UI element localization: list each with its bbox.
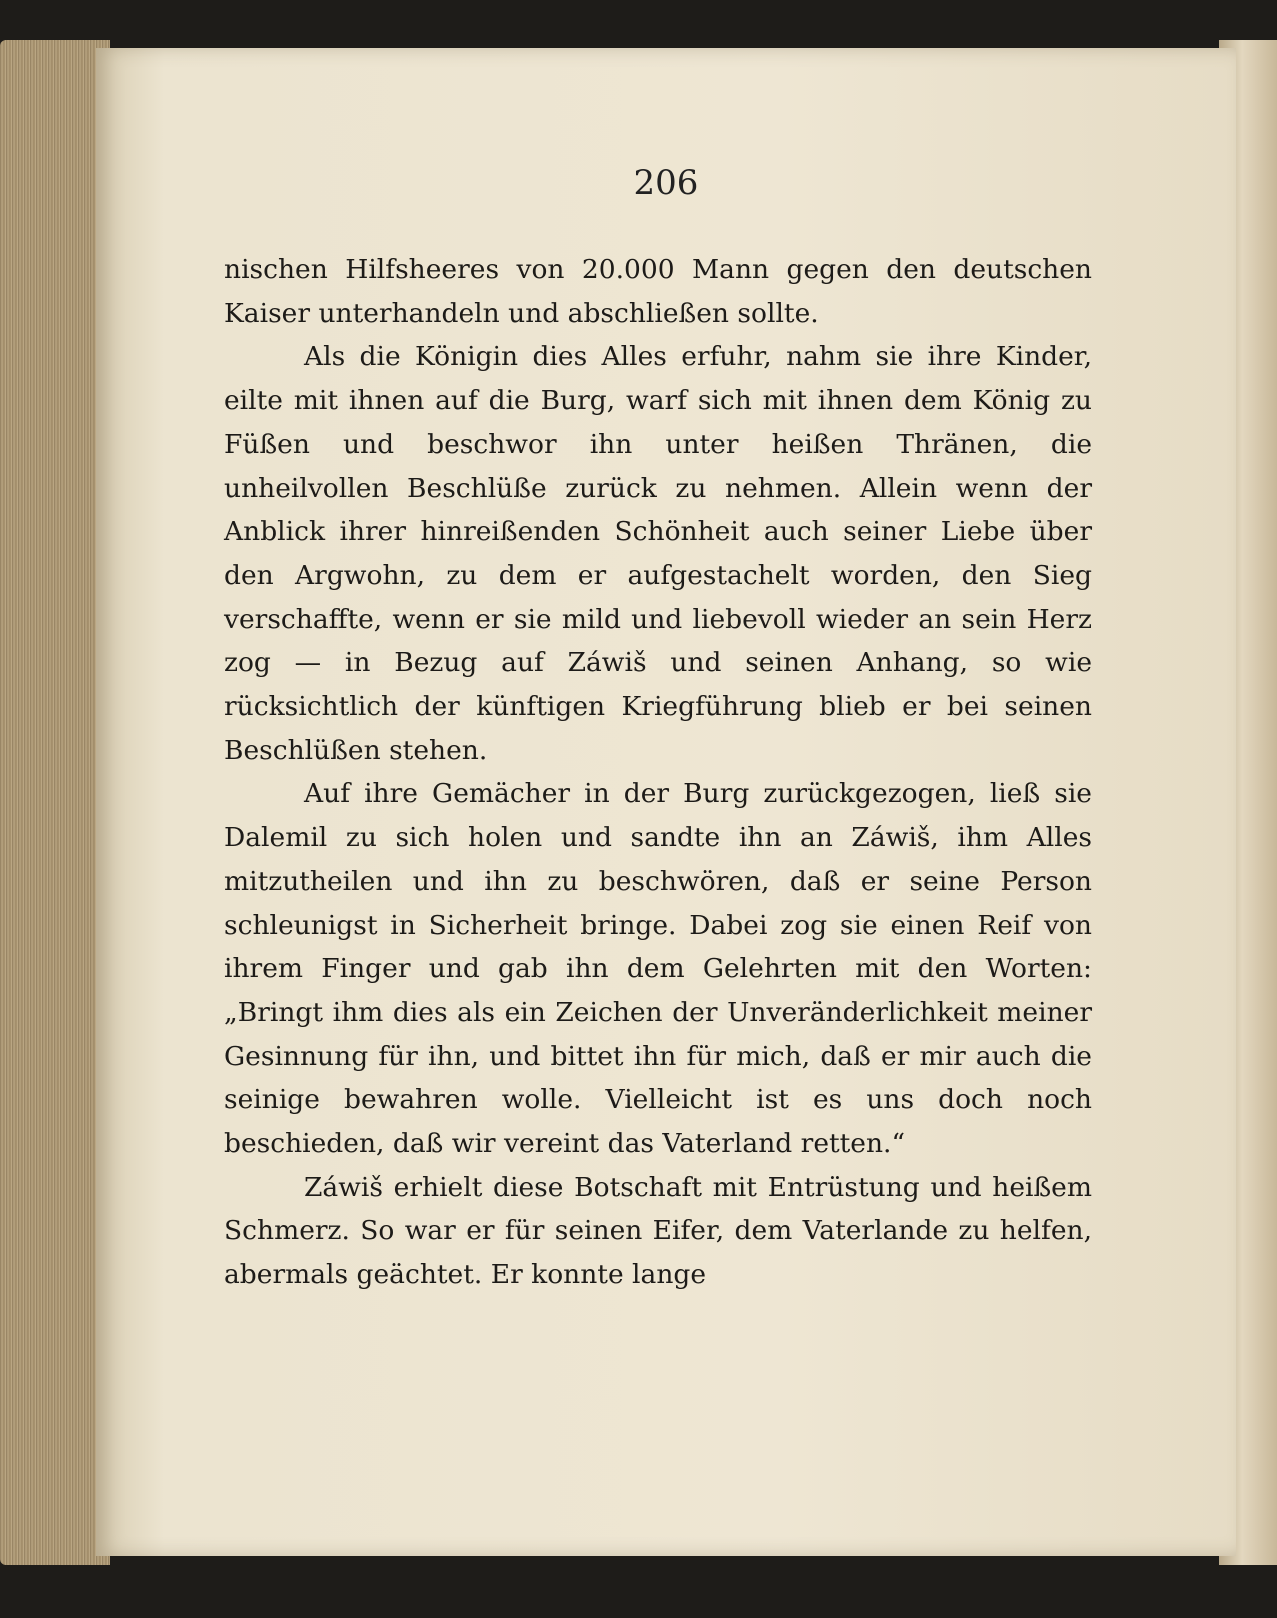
body-text <box>224 248 1092 1297</box>
paragraph: Auf ihre Gemächer in der Burg zurückgezogen, ließ sie Dalemil zu sich holen und sandte ihn an Záwiš, ihm Alles mitzutheilen und ihn zu beschwören, daß er seine Person schleunigst in Sicherheit bringe. Dabei zog sie einen Reif von ihrem Finger und gab ihn dem Gelehrten mit den Worten: „Bringt ihm dies als ein Zeichen der Unveränderlichkeit meiner Gesinnung für ihn, und bittet ihn für mich, daß er mir auch die seinige bewahren wolle. Vielleicht ist es uns doch noch beschieden, daß wir vereint das Vaterland retten.“ <box>224 778 1092 1160</box>
left-page-edges <box>0 40 110 1565</box>
paragraph: Als die Königin dies Alles erfuhr, nahm sie ihre Kinder, eilte mit ihnen auf die Burg, warf sich mit ihnen dem König zu Füßen und beschwor ihn unter heißen Thränen, die unheilvollen Beschlüße zurück zu nehmen. Allein wenn der Anblick ihrer hinreißenden Schönheit auch seiner Liebe über den Argwohn, zu dem er aufgestachelt worden, den Sieg verschaffte, wenn er sie mild und liebevoll wieder an sein Herz zog — in Bezug auf Záwiš und seinen Anhang, so wie rücksichtlich der künftigen Kriegführung blieb er bei seinen Beschlüßen stehen. <box>224 341 1092 766</box>
paragraph: Záwiš erhielt diese Botschaft mit Entrüstung und heißem Schmerz. So war er für seinen Eifer, dem Vaterlande zu helfen, abermals geächtet. Er konnte lange <box>224 1171 1092 1291</box>
paragraph-continuation: nischen Hilfsheeres von 20.000 Mann gegen den deutschen Kaiser unterhandeln und abschließen sollte. <box>224 254 1092 329</box>
page-number: 206 <box>633 163 699 203</box>
book-page <box>96 48 1236 1556</box>
